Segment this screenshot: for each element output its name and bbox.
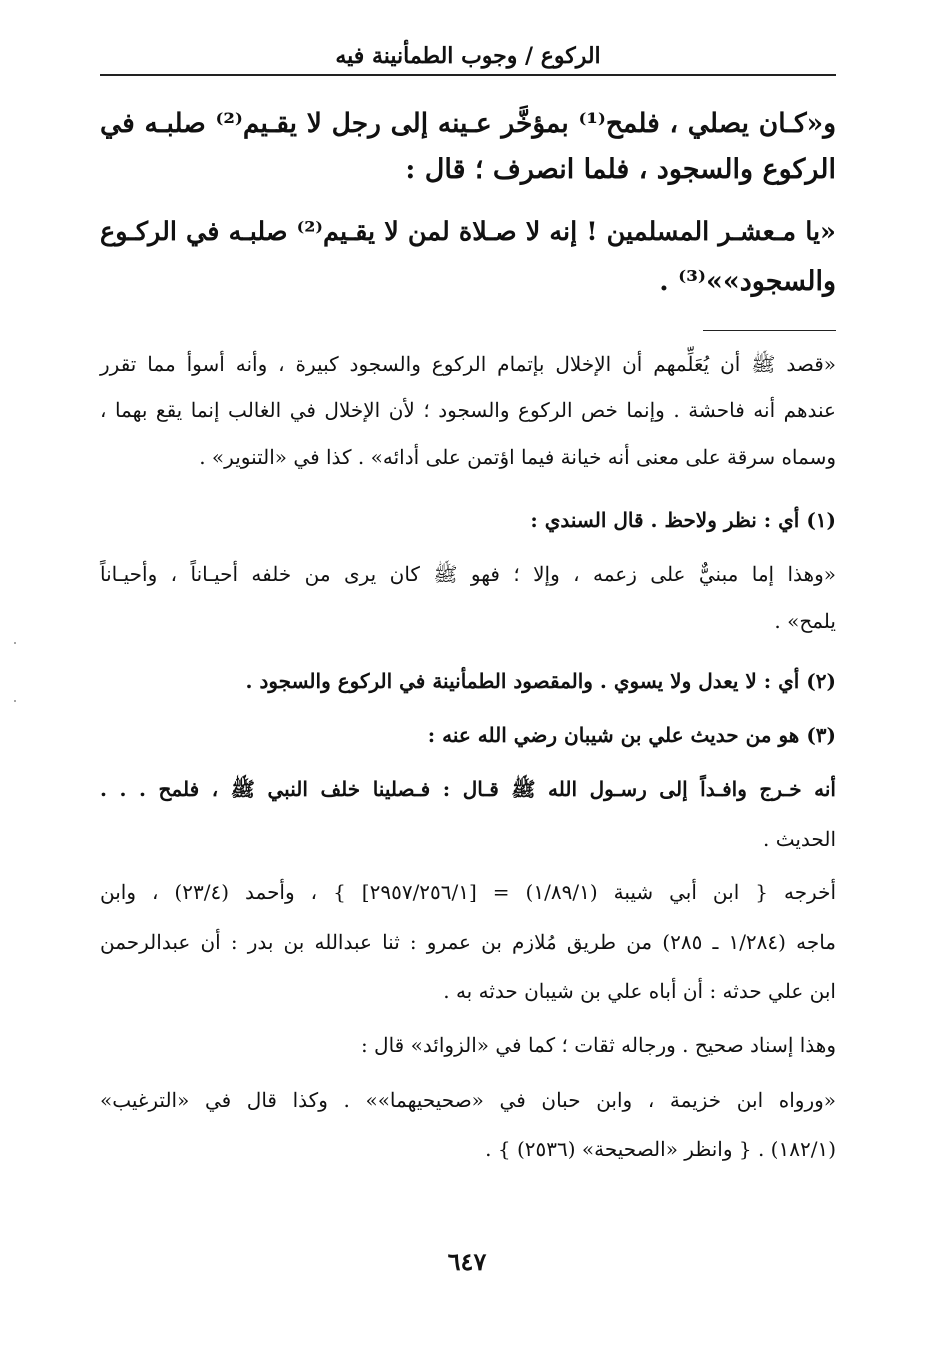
footnote-line-1: «قصد ﷺ أن يُعَلِّمهم أن الإخلال بإتمام الركوع والسجود كبيرة ، وأنه أسوأ مما تقرر xyxy=(100,352,836,376)
footnote-1-line-1: «وهذا إما مبنيٌّ على زعمه ، وإلا ؛ فهو ﷺ كان يرى من خلفه أحيـاناً ، وأحيـاناً xyxy=(100,562,836,586)
footnote-divider xyxy=(703,330,836,331)
footnote-3-source-line-3: ابن علي حدثه : أن أباه علي بن شيبان حدثه به . xyxy=(443,979,836,1003)
scan-speck xyxy=(14,642,16,644)
main-text-line-1: و«كـان يصلي ، فلمح⁽¹⁾ بمؤخَّر عـينه إلى رجل لا يقـيم⁽²⁾ صلبـه في xyxy=(100,108,837,139)
running-header: الركوع / وجوب الطمأنينة فيه xyxy=(335,43,601,69)
footnote-1-heading: (١) أي : نظر ولاحظ . قال السندي : xyxy=(530,508,836,532)
footnote-2: (٢) أي : لا يعدل ولا يسوي . والمقصود الطمأنينة في الركوع والسجود . xyxy=(245,669,836,693)
main-text-line-4: والسجود»»⁽³⁾ . xyxy=(659,266,836,297)
main-text-line-3: «يا مـعشـر المسلمين ! إنه لا صـلاة لمن لا يقـيم⁽²⁾ صلبـه في الركـوع xyxy=(100,217,836,247)
main-text-line-2: الركوع والسجود ، فلما انصرف ؛ قال : xyxy=(405,154,836,185)
page-number: ٦٤٧ xyxy=(447,1247,487,1276)
header-divider xyxy=(100,74,836,76)
footnote-3-quote2-line-1: «ورواه ابن خزيمة ، وابن حبان في «صحيحيهما»» . وكذا قال في «الترغيب» xyxy=(100,1088,836,1112)
footnote-3-quote-line-2: الحديث . xyxy=(763,827,836,851)
footnote-3-source-line-2: ماجه (١/٢٨٤ ـ ٢٨٥) من طريق مُلازم بن عمرو : ثنا عبدالله بن بدر : أن عبدالرحمن xyxy=(100,930,837,954)
footnote-line-2: عندهم أنه فاحشة . وإنما خص الركوع والسجود ؛ لأن الإخلال في الغالب إنما يقع بهما ، xyxy=(100,398,836,422)
footnote-3-quote2-line-2: (١٨٢/١) . { وانظر «الصحيحة» (٢٥٣٦) } . xyxy=(485,1137,836,1161)
scan-speck xyxy=(14,700,16,702)
footnote-line-3: وسماه سرقة على معنى أنه خيانة فيما اؤتمن على أدائه» . كذا في «التنوير» . xyxy=(199,445,836,469)
footnote-3-quote-line-1: أنه خـرج وافـداً إلى رسـول الله ﷺ قـال : فـصلينا خلف النبي ﷺ ، فلمح . . . xyxy=(100,777,836,801)
footnote-3-heading: (٣) هو من حديث علي بن شيبان رضي الله عنه : xyxy=(427,723,836,747)
footnote-1-line-2: يلمح» . xyxy=(774,609,836,633)
footnote-3-grading: وهذا إسناد صحيح . ورجاله ثقات ؛ كما في «الزوائد» قال : xyxy=(360,1033,836,1057)
footnote-3-source-line-1: أخرجه { ابن أبي شيبة (١/٨٩/١) = [٢٩٥٧/٢٥٦/١] } ، وأحمد (٢٣/٤) ، وابن xyxy=(100,880,837,904)
